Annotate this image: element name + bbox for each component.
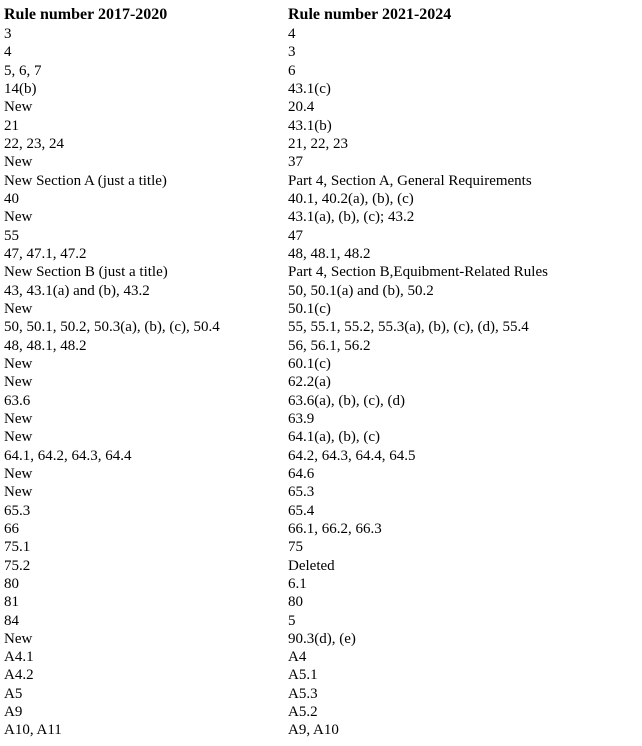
cell-new-rule: 64.2, 64.3, 64.4, 64.5 bbox=[288, 447, 416, 464]
table-row bbox=[4, 190, 628, 208]
cell-old-rule: 48, 48.1, 48.2 bbox=[4, 337, 87, 354]
cell-new-rule: 55, 55.1, 55.2, 55.3(a), (b), (c), (d), 55.4 bbox=[288, 319, 529, 336]
table-row bbox=[4, 318, 628, 336]
table-row bbox=[4, 98, 628, 116]
table-row bbox=[4, 593, 628, 611]
cell-old-rule: A4.1 bbox=[4, 649, 34, 666]
cell-new-rule: A4 bbox=[288, 649, 307, 666]
table-row bbox=[4, 612, 628, 630]
table-row bbox=[4, 502, 628, 520]
cell-new-rule: 43.1(b) bbox=[288, 117, 332, 134]
cell-old-rule: 81 bbox=[4, 594, 19, 611]
table-row bbox=[4, 373, 628, 391]
table-row bbox=[4, 337, 628, 355]
cell-old-rule: New bbox=[4, 630, 33, 647]
cell-old-rule: 75.1 bbox=[4, 539, 31, 556]
cell-new-rule: 62.2(a) bbox=[288, 374, 331, 391]
table-row bbox=[4, 25, 628, 43]
table-row bbox=[4, 575, 628, 593]
cell-new-rule: 64.1(a), (b), (c) bbox=[288, 429, 381, 446]
cell-new-rule: 90.3(d), (e) bbox=[288, 630, 356, 647]
cell-old-rule: 4 bbox=[4, 44, 12, 61]
cell-old-rule: 5, 6, 7 bbox=[4, 62, 42, 79]
table-row bbox=[4, 410, 628, 428]
cell-old-rule: New Section B (just a title) bbox=[4, 264, 168, 281]
cell-new-rule: A5.1 bbox=[288, 667, 318, 684]
table-row bbox=[4, 483, 628, 501]
table-row bbox=[4, 703, 628, 721]
table-row bbox=[4, 172, 628, 190]
cell-old-rule: New bbox=[4, 484, 33, 501]
table-row bbox=[4, 43, 628, 61]
table-row bbox=[4, 648, 628, 666]
table-row bbox=[4, 135, 628, 153]
header-new-rule: Rule number 2021-2024 bbox=[288, 6, 452, 23]
table-row bbox=[4, 355, 628, 373]
cell-new-rule: 43.1(c) bbox=[288, 80, 331, 97]
cell-new-rule: 5 bbox=[288, 612, 296, 629]
cell-old-rule: 3 bbox=[4, 26, 12, 42]
cell-old-rule: A5 bbox=[4, 685, 23, 702]
cell-new-rule: 40.1, 40.2(a), (b), (c) bbox=[288, 190, 414, 207]
table-row bbox=[4, 80, 628, 98]
cell-new-rule: 21, 22, 23 bbox=[288, 135, 348, 152]
cell-old-rule: A9 bbox=[4, 704, 23, 721]
table-row bbox=[4, 208, 628, 226]
cell-old-rule: A4.2 bbox=[4, 667, 34, 684]
cell-old-rule: 80 bbox=[4, 575, 19, 592]
cell-old-rule: New bbox=[4, 355, 33, 372]
cell-old-rule: 22, 23, 24 bbox=[4, 135, 64, 152]
cell-old-rule: New Section A (just a title) bbox=[4, 172, 167, 189]
cell-old-rule: 47, 47.1, 47.2 bbox=[4, 245, 87, 262]
table-row bbox=[4, 62, 628, 80]
table-row bbox=[4, 520, 628, 538]
cell-new-rule: 75 bbox=[288, 539, 303, 556]
table-row bbox=[4, 153, 628, 171]
cell-new-rule: 37 bbox=[288, 154, 303, 171]
cell-new-rule: A9, A10 bbox=[288, 722, 339, 739]
cell-new-rule: 50, 50.1(a) and (b), 50.2 bbox=[288, 282, 434, 299]
header-old-rule: Rule number 2017-2020 bbox=[4, 6, 168, 23]
table-body bbox=[4, 25, 628, 740]
cell-old-rule: 84 bbox=[4, 612, 19, 629]
cell-new-rule: 63.9 bbox=[288, 410, 315, 427]
cell-old-rule: 66 bbox=[4, 520, 19, 537]
cell-new-rule: 63.6(a), (b), (c), (d) bbox=[288, 392, 406, 409]
table-row bbox=[4, 117, 628, 135]
table-row bbox=[4, 721, 628, 739]
cell-new-rule: A5.3 bbox=[288, 685, 318, 702]
table-row bbox=[4, 245, 628, 263]
cell-new-rule: 4 bbox=[288, 26, 296, 42]
table-row bbox=[4, 557, 628, 575]
cell-new-rule: 60.1(c) bbox=[288, 355, 331, 372]
cell-old-rule: New bbox=[4, 410, 33, 427]
cell-new-rule: 20.4 bbox=[288, 99, 315, 116]
cell-old-rule: 63.6 bbox=[4, 392, 31, 409]
table-row bbox=[4, 447, 628, 465]
cell-old-rule: A10, A11 bbox=[4, 722, 62, 739]
table-row bbox=[4, 392, 628, 410]
cell-old-rule: New bbox=[4, 429, 33, 446]
cell-old-rule: 21 bbox=[4, 117, 19, 134]
table-row bbox=[4, 630, 628, 648]
cell-old-rule: New bbox=[4, 209, 33, 226]
table-row bbox=[4, 465, 628, 483]
table-row bbox=[4, 685, 628, 703]
cell-old-rule: 14(b) bbox=[4, 80, 37, 97]
cell-new-rule: 65.3 bbox=[288, 484, 315, 501]
table-row bbox=[4, 428, 628, 446]
cell-new-rule: 47 bbox=[288, 227, 303, 244]
cell-old-rule: 40 bbox=[4, 190, 19, 207]
cell-new-rule: 6.1 bbox=[288, 575, 307, 592]
rule-mapping-table bbox=[4, 4, 628, 740]
cell-new-rule: 56, 56.1, 56.2 bbox=[288, 337, 371, 354]
cell-new-rule: Part 4, Section B,Equibment-Related Rules bbox=[288, 264, 548, 281]
cell-old-rule: 55 bbox=[4, 227, 19, 244]
table-row bbox=[4, 300, 628, 318]
cell-old-rule: New bbox=[4, 374, 33, 391]
table-row bbox=[4, 227, 628, 245]
cell-new-rule: 65.4 bbox=[288, 502, 315, 519]
cell-old-rule: 64.1, 64.2, 64.3, 64.4 bbox=[4, 447, 132, 464]
cell-old-rule: New bbox=[4, 154, 33, 171]
cell-old-rule: New bbox=[4, 99, 33, 116]
cell-new-rule: Part 4, Section A, General Requirements bbox=[288, 172, 532, 189]
cell-old-rule: 50, 50.1, 50.2, 50.3(a), (b), (c), 50.4 bbox=[4, 319, 220, 336]
cell-new-rule: 80 bbox=[288, 594, 303, 611]
table-row bbox=[4, 666, 628, 684]
cell-old-rule: 65.3 bbox=[4, 502, 31, 519]
cell-new-rule: Deleted bbox=[288, 557, 335, 574]
cell-old-rule: 43, 43.1(a) and (b), 43.2 bbox=[4, 282, 150, 299]
cell-old-rule: New bbox=[4, 465, 33, 482]
cell-new-rule: 64.6 bbox=[288, 465, 315, 482]
cell-old-rule: New bbox=[4, 300, 33, 317]
cell-new-rule: 50.1(c) bbox=[288, 300, 331, 317]
table-row bbox=[4, 263, 628, 281]
cell-new-rule: 3 bbox=[288, 44, 296, 61]
cell-new-rule: A5.2 bbox=[288, 704, 318, 721]
cell-new-rule: 43.1(a), (b), (c); 43.2 bbox=[288, 209, 415, 226]
table-row bbox=[4, 538, 628, 556]
cell-new-rule: 48, 48.1, 48.2 bbox=[288, 245, 371, 262]
cell-new-rule: 66.1, 66.2, 66.3 bbox=[288, 520, 382, 537]
table-row bbox=[4, 282, 628, 300]
cell-new-rule: 6 bbox=[288, 62, 296, 79]
table-header-row bbox=[4, 4, 628, 25]
cell-old-rule: 75.2 bbox=[4, 557, 31, 574]
